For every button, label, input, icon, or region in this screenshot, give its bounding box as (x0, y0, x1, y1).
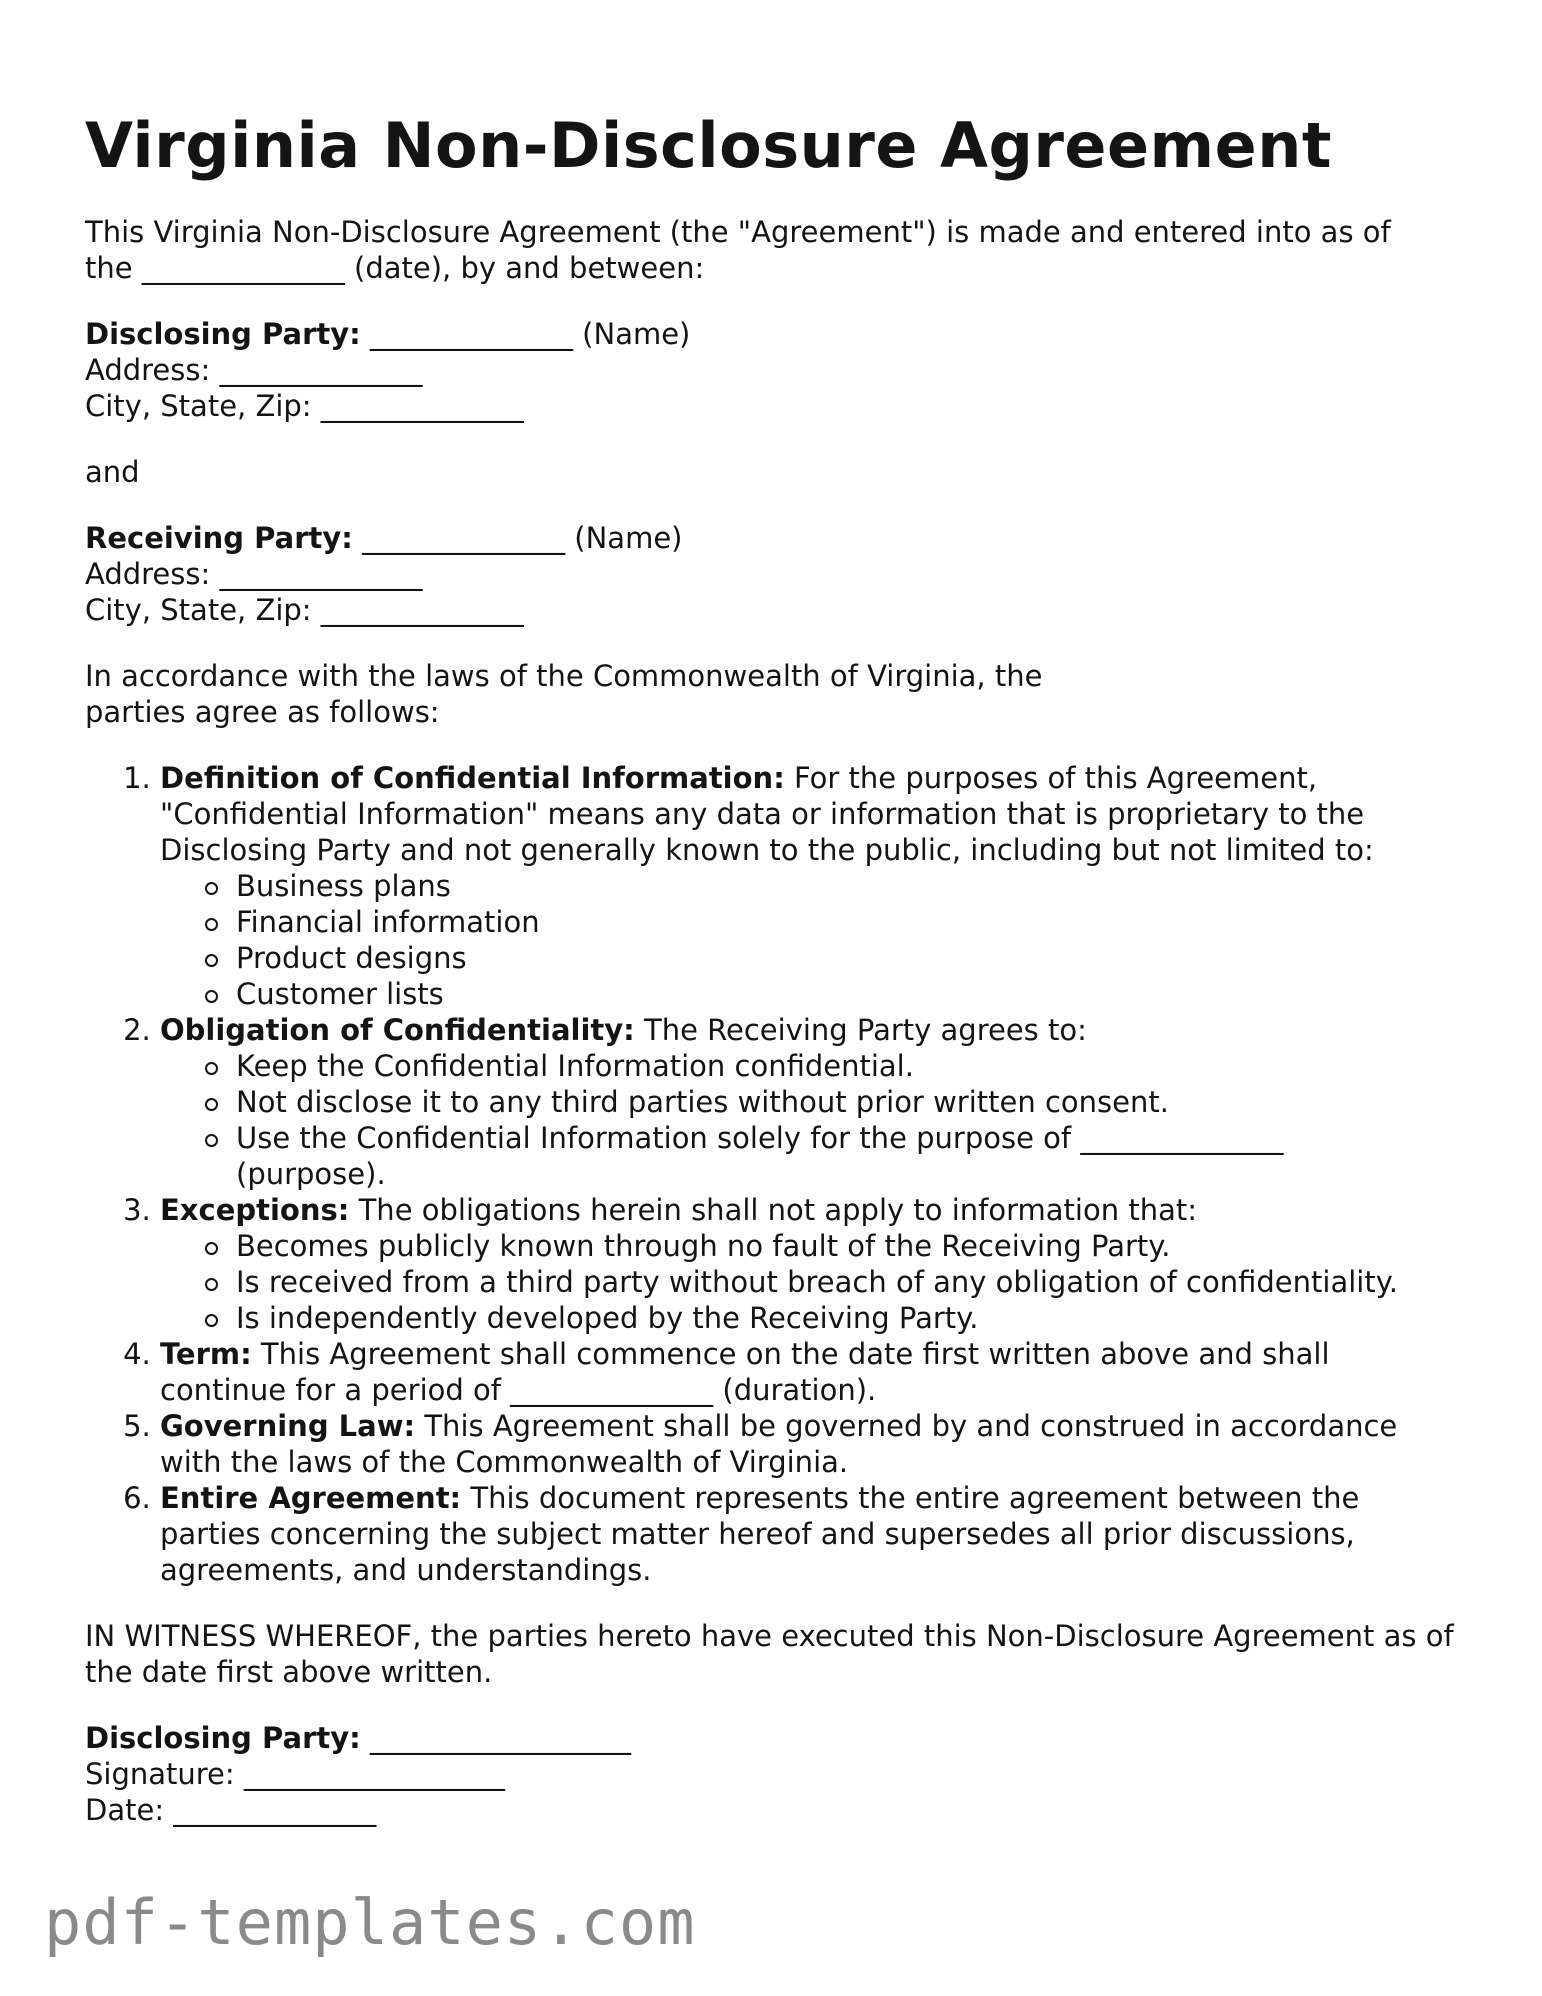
disclosing-party-name-line (85, 316, 1465, 352)
signature-party-line (85, 1720, 1465, 1756)
section-text: The Receiving Party agrees to: (634, 1013, 1087, 1047)
section-text: This Agreement shall commence on the date first written above and shall continue for a period of ______________ (duration). (160, 1337, 1330, 1407)
sections-list (85, 760, 1465, 1588)
section-heading: Governing Law: (160, 1409, 416, 1443)
receiving-party-name-field: ______________ (Name) (352, 521, 683, 555)
disclosing-party-label: Disclosing Party: (85, 317, 361, 351)
sub-list-item: Product designs (236, 940, 1465, 976)
sub-list-item: Use the Confidential Information solely for the purpose of ______________ (purpose). (236, 1120, 1356, 1192)
section-item (160, 1192, 1465, 1336)
sub-list (160, 868, 1465, 1012)
disclosing-party-name-field: ______________ (Name) (360, 317, 691, 351)
disclosing-party-city: City, State, Zip: ______________ (85, 389, 524, 423)
section-item (160, 1012, 1465, 1192)
section-heading: Obligation of Confidentiality: (160, 1013, 635, 1047)
sub-list-item: Is received from a third party without breach of any obligation of confidentiality. (236, 1264, 1465, 1300)
sub-list-item: Becomes publicly known through no fault of the Receiving Party. (236, 1228, 1465, 1264)
sub-list (160, 1228, 1465, 1336)
sub-list-item: Business plans (236, 868, 1465, 904)
signature-party-label: Disclosing Party: (85, 1721, 361, 1755)
sub-list-item: Keep the Confidential Information confidential. (236, 1048, 1465, 1084)
signature-field: Signature: __________________ (85, 1757, 505, 1791)
section-text: This document represents the entire agreement between the parties concerning the subject matter hereof and supersedes all prior discussions, agreements, and understandings. (160, 1481, 1360, 1587)
watermark: pdf-templates.com (44, 1886, 696, 1959)
sub-list-item: Financial information (236, 904, 1465, 940)
intro-line-2: the ______________ (date), by and between: (85, 251, 705, 285)
sub-list-item: Is independently developed by the Receiving Party. (236, 1300, 1465, 1336)
section-heading: Entire Agreement: (160, 1481, 462, 1515)
laws-intro: In accordance with the laws of the Commonwealth of Virginia, the parties agree as follows: (85, 659, 1043, 729)
witness-paragraph: IN WITNESS WHEREOF, the parties hereto have executed this Non-Disclosure Agreement as of the date first above written. (85, 1619, 1454, 1689)
section-text: For the purposes of this Agreement, "Confidential Information" means any data or information that is proprietary to the Disclosing Party and not generally known to the public, including but not limited to: (160, 761, 1374, 867)
receiving-party-label: Receiving Party: (85, 521, 353, 555)
section-item (160, 1336, 1450, 1408)
section-text: This Agreement shall be governed by and construed in accordance with the laws of the Commonwealth of Virginia. (160, 1409, 1398, 1479)
section-item (160, 1408, 1465, 1480)
section-heading: Definition of Confidential Information: (160, 761, 785, 795)
intro-paragraph (85, 214, 1465, 286)
disclosing-party-address: Address: ______________ (85, 353, 423, 387)
intro-line-1: This Virginia Non-Disclosure Agreement (the "Agreement") is made and entered into as of (85, 215, 1391, 249)
section-item (160, 1480, 1465, 1588)
receiving-party-block (85, 520, 1465, 628)
disclosing-party-block (85, 316, 1465, 424)
sub-list (160, 1048, 1465, 1192)
sub-list-item: Customer lists (236, 976, 1465, 1012)
receiving-party-address: Address: ______________ (85, 557, 423, 591)
document-page (85, 108, 1465, 1858)
receiving-party-city: City, State, Zip: ______________ (85, 593, 524, 627)
section-item (160, 760, 1465, 1012)
and-text: and (85, 455, 140, 489)
section-heading: Exceptions: (160, 1193, 350, 1227)
signature-party-field: __________________ (360, 1721, 631, 1755)
section-heading: Term: (160, 1337, 252, 1371)
signature-block (85, 1720, 1465, 1828)
sub-list-item: Not disclose it to any third parties without prior written consent. (236, 1084, 1465, 1120)
document-title: Virginia Non-Disclosure Agreement (85, 109, 1332, 182)
receiving-party-name-line (85, 520, 1465, 556)
signature-date-field: Date: ______________ (85, 1793, 377, 1827)
section-text: The obligations herein shall not apply to information that: (349, 1193, 1197, 1227)
